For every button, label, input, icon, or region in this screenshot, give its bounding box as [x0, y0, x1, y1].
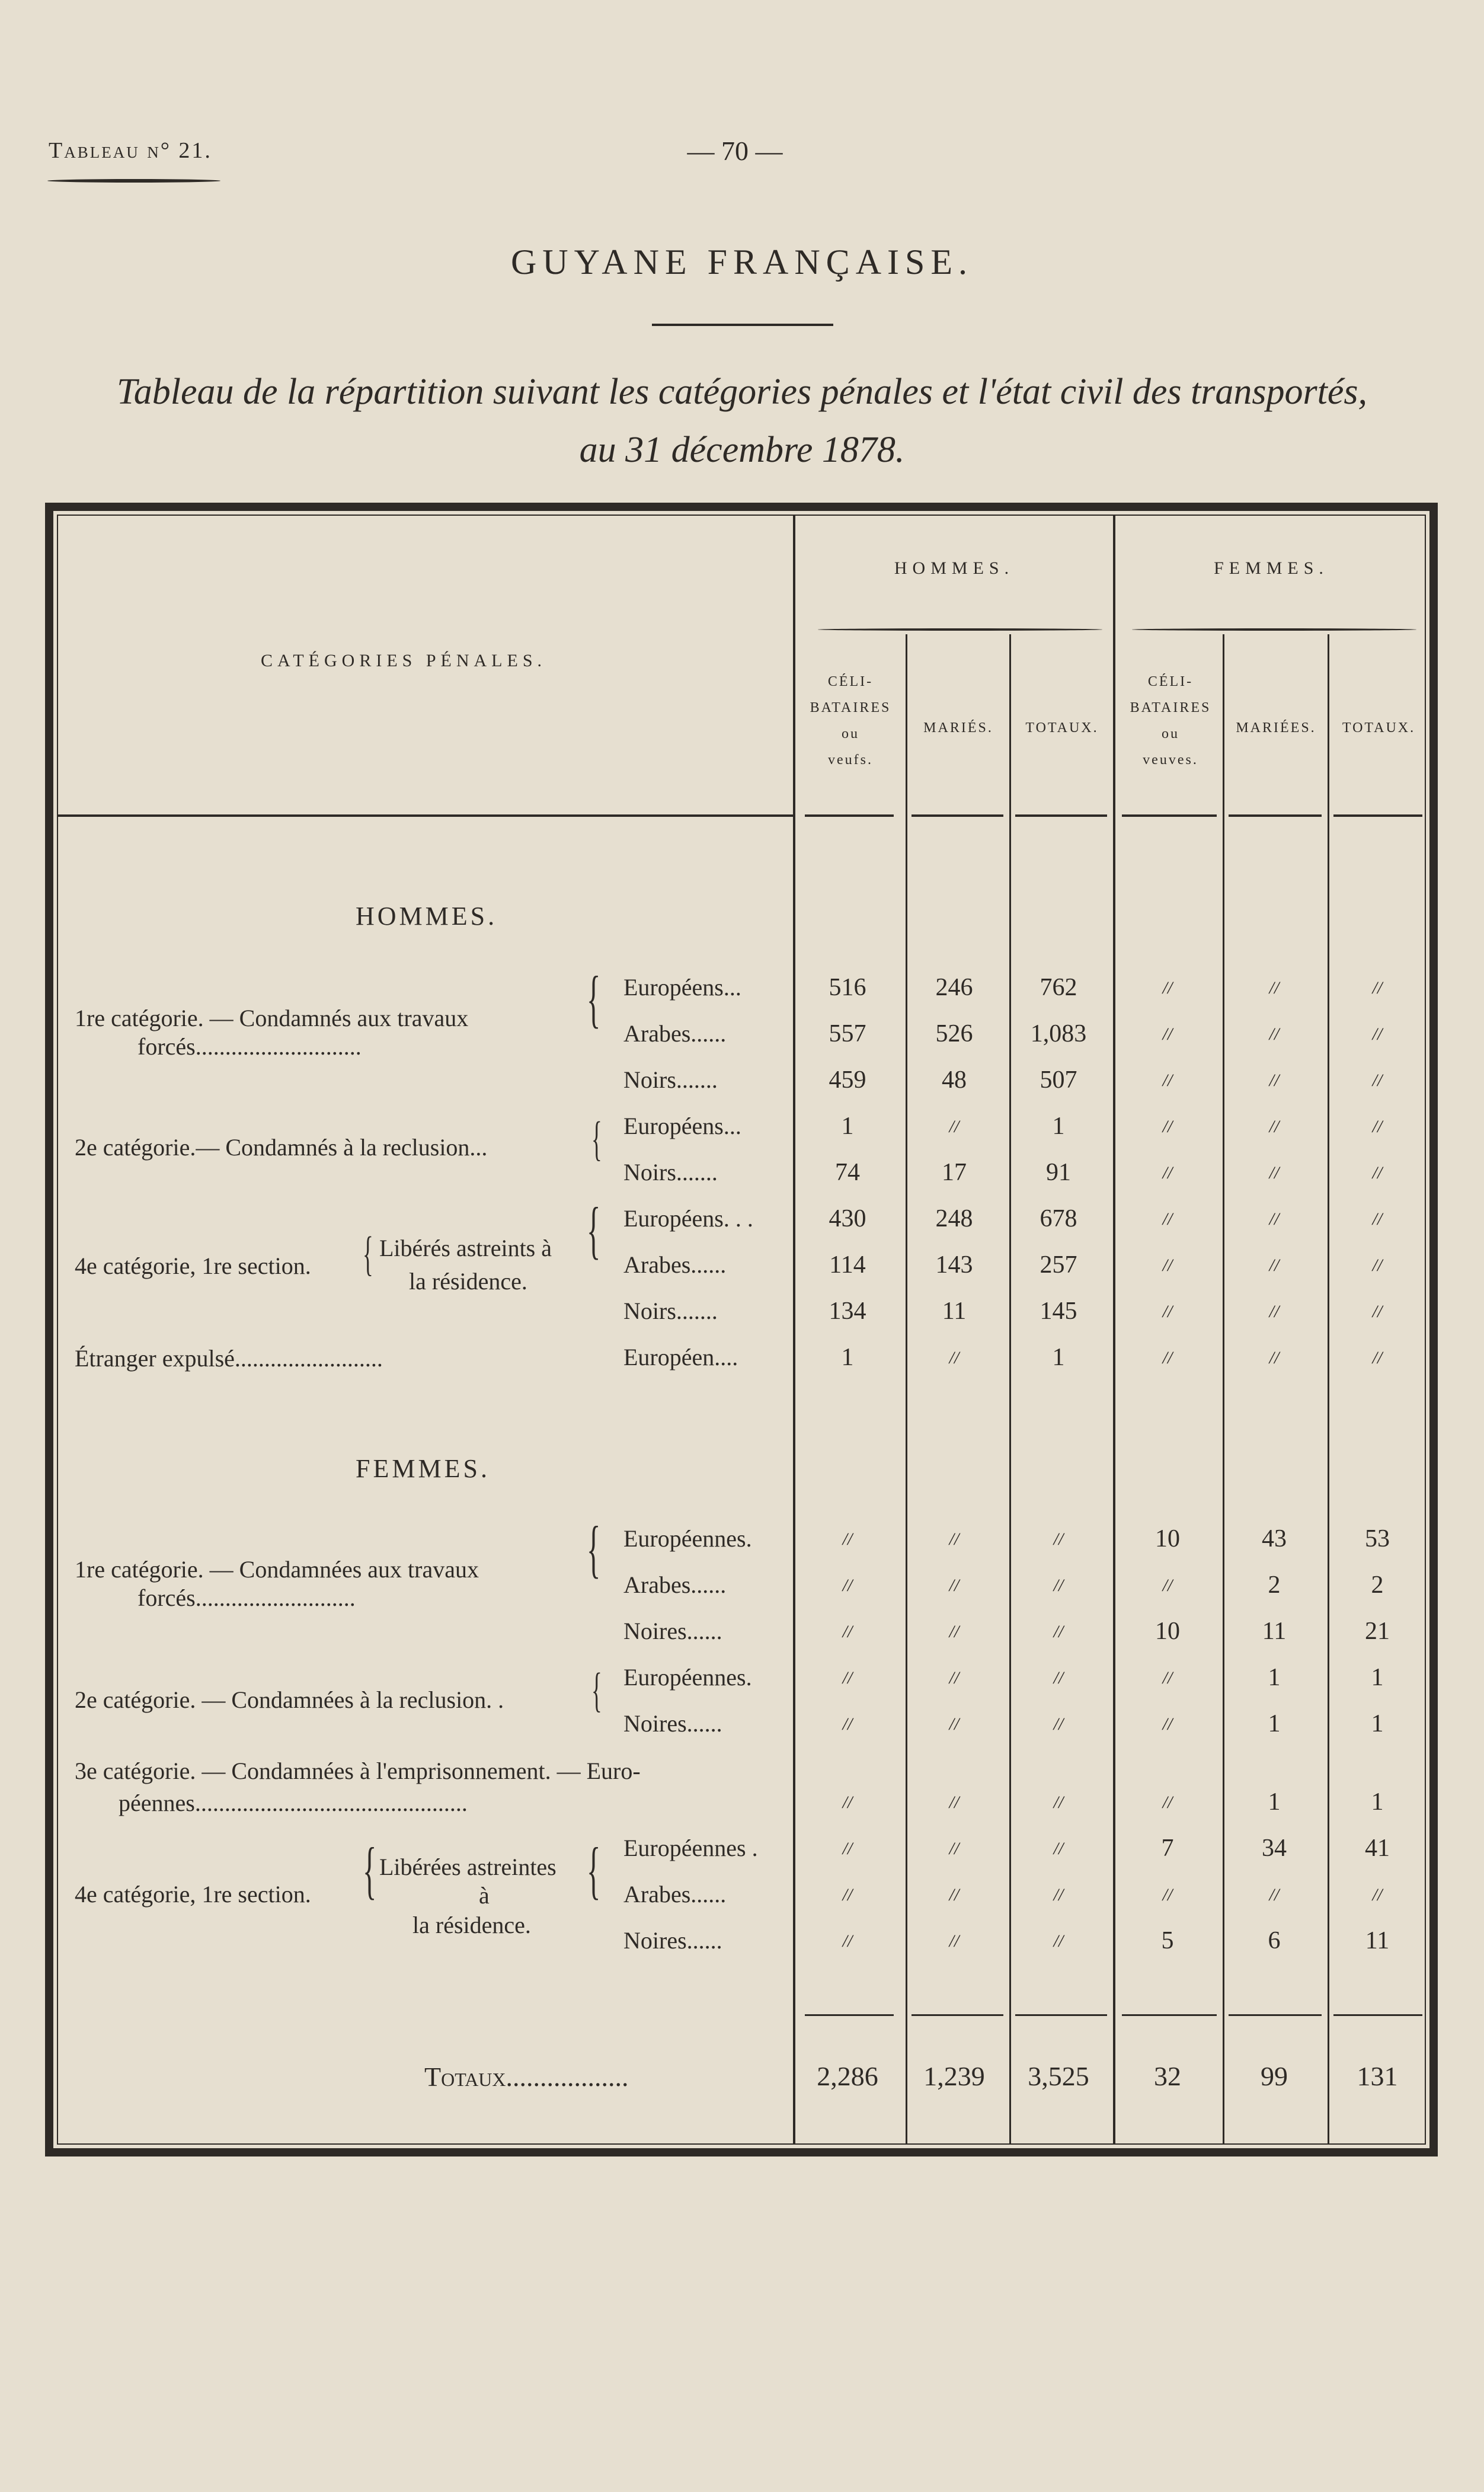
brace: { — [587, 1195, 601, 1266]
subcategory-label: Européens... — [623, 1113, 741, 1139]
category-label: forcés........................... — [137, 1584, 356, 1611]
category-label: 3e catégorie. — Condamnées à l'emprisonnement. — Euro- — [75, 1758, 641, 1784]
category-label: 4e catégorie, 1re section. — [75, 1881, 311, 1908]
header-hommes-maries: MARIÉS. — [923, 720, 993, 736]
table-cell: // — [842, 1885, 853, 1905]
column-divider — [1328, 634, 1329, 2145]
title-rule — [652, 324, 833, 326]
table-cell: // — [1269, 1071, 1280, 1090]
table-cell: 2 — [1268, 1571, 1281, 1599]
table-cell: // — [1269, 1024, 1280, 1044]
table-cell: // — [842, 1668, 853, 1688]
table-cell: // — [1372, 1024, 1383, 1044]
category-label: à — [479, 1882, 490, 1909]
header-femmes-celibataires — [1120, 669, 1221, 773]
category-label: 2e catégorie. — Condamnées à la reclusion. . — [75, 1686, 504, 1713]
category-label: 2e catégorie.— Condamnés à la reclusion... — [75, 1134, 488, 1161]
table-cell: 430 — [829, 1205, 866, 1232]
group-header-femmes: FEMMES. — [1214, 558, 1329, 578]
table-cell: // — [1269, 1348, 1280, 1368]
table-cell: 53 — [1365, 1525, 1390, 1552]
header-text: BATAIRES — [1130, 700, 1211, 715]
totals-rule — [805, 2014, 894, 2016]
table-cell: // — [1269, 1163, 1280, 1183]
header-hommes-celibataires — [800, 669, 901, 773]
subcategory-label: Noires...... — [623, 1710, 722, 1737]
table-cell: // — [949, 1839, 960, 1858]
column-divider — [1223, 634, 1224, 2145]
table-cell: 43 — [1262, 1525, 1287, 1552]
subcategory-label: Européens... — [623, 974, 741, 1001]
table-cell: 134 — [829, 1298, 866, 1325]
table-cell: 257 — [1040, 1251, 1077, 1279]
brace: { — [363, 1226, 373, 1280]
table-cell: // — [1162, 1302, 1173, 1321]
brace: { — [591, 1111, 602, 1165]
header-text: CÉLI- — [827, 674, 874, 689]
subcategory-label: Noires...... — [623, 1927, 722, 1954]
header-text: ou — [1162, 726, 1179, 742]
header-text: ou — [842, 726, 859, 742]
table-cell: 507 — [1040, 1066, 1077, 1094]
header-rule — [911, 814, 1003, 817]
table-cell: 11 — [1365, 1927, 1390, 1954]
table-cell: // — [1053, 1668, 1064, 1688]
table-cell: // — [1053, 1793, 1064, 1812]
category-label: 1re catégorie. — Condamnés aux travaux — [75, 1005, 469, 1031]
table-cell: // — [949, 1529, 960, 1549]
totals-rule — [1333, 2014, 1422, 2016]
table-cell: // — [1269, 1209, 1280, 1229]
group-brace — [1132, 628, 1416, 631]
category-label: 1re catégorie. — Condamnées aux travaux — [75, 1556, 479, 1583]
header-rule — [57, 814, 793, 817]
subcategory-label: Européens. . . — [623, 1205, 753, 1232]
table-cell: // — [1053, 1839, 1064, 1858]
total-cell: 1,239 — [923, 2061, 985, 2091]
table-cell: 74 — [835, 1159, 860, 1186]
header-text: BATAIRES — [810, 700, 891, 715]
table-cell: // — [949, 1348, 960, 1368]
table-cell: // — [1269, 1117, 1280, 1136]
table-cell: // — [1053, 1529, 1064, 1549]
category-column-header: CATÉGORIES PÉNALES. — [261, 651, 547, 670]
table-cell: 5 — [1161, 1927, 1174, 1954]
subcategory-label: Arabes...... — [623, 1571, 727, 1598]
header-rule — [1333, 814, 1422, 817]
table-cell: // — [1162, 1117, 1173, 1136]
table-cell: 21 — [1365, 1618, 1390, 1645]
table-cell: // — [949, 1622, 960, 1641]
header-rule — [1229, 814, 1322, 817]
table-cell: // — [949, 1885, 960, 1905]
table-cell: // — [842, 1931, 853, 1951]
table-cell: // — [1372, 1117, 1383, 1136]
totals-rule — [1015, 2014, 1107, 2016]
table-cell: // — [1053, 1622, 1064, 1641]
table-cell: // — [1162, 978, 1173, 998]
subcategory-label: Européennes . — [623, 1835, 758, 1861]
page-title: GUYANE FRANÇAISE. — [510, 242, 974, 282]
subcategory-label: Arabes...... — [623, 1020, 727, 1047]
header-hommes-totaux: TOTAUX. — [1025, 720, 1099, 736]
table-cell: 17 — [942, 1159, 967, 1186]
table-cell: 1 — [1052, 1344, 1065, 1371]
table-cell: 41 — [1365, 1835, 1390, 1862]
table-cell: // — [1372, 1071, 1383, 1090]
subcategory-label: Noirs....... — [623, 1298, 718, 1324]
column-divider — [793, 515, 795, 2145]
brace: { — [363, 1835, 377, 1906]
table-cell: // — [1162, 1576, 1173, 1595]
table-cell: 6 — [1268, 1927, 1281, 1954]
totals-label: Totaux.................. — [424, 2062, 629, 2092]
page-number: — 70 — — [687, 136, 783, 166]
totals-rule — [911, 2014, 1003, 2016]
ornament-rule — [47, 179, 220, 183]
header-femmes-totaux: TOTAUX. — [1342, 720, 1416, 736]
table-cell: 1 — [1052, 1113, 1065, 1140]
table-cell: // — [1269, 1255, 1280, 1275]
table-cell: // — [1053, 1714, 1064, 1734]
table-cell: 248 — [935, 1205, 973, 1232]
table-cell: 1,083 — [1030, 1020, 1087, 1047]
table-cell: // — [1372, 1348, 1383, 1368]
subcategory-label: Européennes. — [623, 1664, 752, 1691]
table-cell: 145 — [1040, 1298, 1077, 1325]
table-cell: 516 — [829, 974, 866, 1001]
table-cell: // — [949, 1793, 960, 1812]
header-rule — [1015, 814, 1107, 817]
table-cell: // — [842, 1714, 853, 1734]
totals-rule — [1229, 2014, 1322, 2016]
table-cell: // — [1372, 978, 1383, 998]
subtitle-line-1: Tableau de la répartition suivant les catégories pénales et l'état civil des transportés, — [116, 372, 1368, 412]
table-cell: // — [1372, 1255, 1383, 1275]
totals-rule — [1122, 2014, 1217, 2016]
total-cell: 131 — [1357, 2061, 1398, 2091]
group-brace — [818, 628, 1102, 631]
table-cell: // — [1162, 1668, 1173, 1688]
table-cell: // — [1372, 1209, 1383, 1229]
header-text: veufs. — [828, 752, 873, 768]
table-cell: 11 — [1262, 1618, 1287, 1645]
table-cell: // — [842, 1576, 853, 1595]
table-cell: // — [1162, 1885, 1173, 1905]
subcategory-label: Arabes...... — [623, 1881, 727, 1908]
table-cell: // — [842, 1793, 853, 1812]
table-cell: // — [1053, 1931, 1064, 1951]
table-cell: 762 — [1040, 974, 1077, 1001]
table-cell: 10 — [1155, 1618, 1180, 1645]
table-cell: 1 — [1371, 1788, 1384, 1816]
total-cell: 3,525 — [1028, 2061, 1089, 2091]
table-cell: 114 — [829, 1251, 866, 1279]
table-cell: // — [1162, 1348, 1173, 1368]
table-cell: 1 — [1371, 1710, 1384, 1737]
table-cell: 1 — [1268, 1788, 1281, 1816]
subcategory-label: Noires...... — [623, 1618, 722, 1644]
category-label: Libérées astreintes — [379, 1854, 556, 1880]
table-cell: 1 — [841, 1344, 854, 1371]
brace: { — [587, 1514, 601, 1584]
table-cell: // — [949, 1714, 960, 1734]
table-cell: // — [949, 1117, 960, 1136]
header-rule — [1122, 814, 1217, 817]
table-number-label: Tableau n° 21. — [49, 138, 212, 163]
total-cell: 32 — [1154, 2061, 1181, 2091]
table-cell: // — [1162, 1071, 1173, 1090]
category-label: la résidence. — [409, 1268, 527, 1295]
table-cell: // — [1162, 1793, 1173, 1812]
table-cell: 7 — [1161, 1835, 1174, 1862]
total-cell: 2,286 — [817, 2061, 878, 2091]
subcategory-label: Arabes...... — [623, 1251, 727, 1278]
table-cell: 1 — [1268, 1710, 1281, 1737]
table-cell: 143 — [935, 1251, 973, 1279]
table-cell: // — [1162, 1714, 1173, 1734]
table-cell: // — [949, 1576, 960, 1595]
total-cell: 99 — [1261, 2061, 1288, 2091]
table-cell: // — [1372, 1163, 1383, 1183]
header-femmes-mariees: MARIÉES. — [1236, 720, 1316, 736]
subcategory-label: Européen.... — [623, 1344, 738, 1370]
subtitle-line-2: au 31 décembre 1878. — [579, 430, 905, 470]
table-cell: 2 — [1371, 1571, 1384, 1599]
table-cell: // — [1053, 1576, 1064, 1595]
column-divider — [1009, 634, 1011, 2145]
table-cell: // — [842, 1839, 853, 1858]
header-rule — [805, 814, 894, 817]
subcategory-label: Européennes. — [623, 1525, 752, 1552]
section-heading-femmes: FEMMES. — [356, 1454, 490, 1483]
table-cell: // — [842, 1622, 853, 1641]
table-cell: // — [842, 1529, 853, 1549]
group-header-hommes: HOMMES. — [894, 558, 1015, 578]
brace: { — [587, 964, 601, 1034]
table-cell: // — [949, 1668, 960, 1688]
table-cell: // — [1162, 1024, 1173, 1044]
column-divider — [906, 634, 907, 2145]
table-cell: 10 — [1155, 1525, 1180, 1552]
table-cell: 91 — [1046, 1159, 1071, 1186]
subcategory-label: Noirs....... — [623, 1159, 718, 1186]
brace: { — [587, 1835, 601, 1906]
category-label: Étranger expulsé......................... — [75, 1345, 383, 1372]
table-cell: // — [1269, 1885, 1280, 1905]
table-cell: // — [1372, 1885, 1383, 1905]
table-cell: 48 — [942, 1066, 967, 1094]
table-cell: 459 — [829, 1066, 866, 1094]
header-text: CÉLI- — [1147, 674, 1194, 689]
table-cell: // — [1372, 1302, 1383, 1321]
table-cell: 1 — [841, 1113, 854, 1140]
category-label: péennes.............................................. — [119, 1790, 468, 1816]
table-cell: // — [1053, 1885, 1064, 1905]
brace: { — [591, 1663, 602, 1717]
table-cell: 678 — [1040, 1205, 1077, 1232]
table-cell: 526 — [935, 1020, 973, 1047]
table-cell: 1 — [1371, 1664, 1384, 1691]
column-divider — [1113, 515, 1115, 2145]
table-cell: // — [1162, 1255, 1173, 1275]
category-label: Libérés astreints à — [379, 1235, 552, 1261]
table-cell: 34 — [1262, 1835, 1287, 1862]
table-cell: 11 — [942, 1298, 967, 1325]
subcategory-label: Noirs....... — [623, 1066, 718, 1093]
category-label: forcés............................ — [137, 1033, 362, 1060]
category-label: la résidence. — [412, 1912, 531, 1938]
table-cell: // — [1269, 1302, 1280, 1321]
table-cell: 1 — [1268, 1664, 1281, 1691]
table-cell: // — [949, 1931, 960, 1951]
table-cell: 246 — [935, 974, 973, 1001]
table-cell: // — [1269, 978, 1280, 998]
category-label: 4e catégorie, 1re section. — [75, 1253, 311, 1279]
header-text: veuves. — [1143, 752, 1198, 768]
section-heading-hommes: HOMMES. — [356, 902, 498, 931]
table-cell: // — [1162, 1163, 1173, 1183]
table-cell: 557 — [829, 1020, 866, 1047]
table-cell: // — [1162, 1209, 1173, 1229]
